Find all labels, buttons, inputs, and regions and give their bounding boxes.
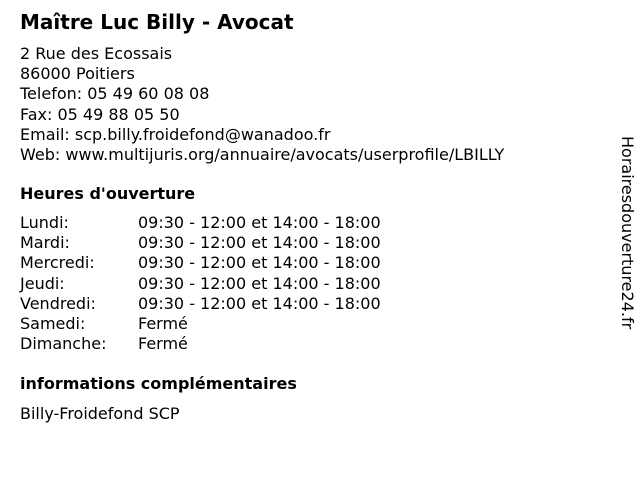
site-watermark: Horairesdouverture24.fr [618,136,637,330]
additional-info-heading: informations complémentaires [20,374,297,393]
opening-hours-heading: Heures d'ouverture [20,184,196,203]
address-city: 86000 Poitiers [20,64,135,84]
fax-number: Fax: 05 49 88 05 50 [20,104,180,124]
contact-block [20,44,504,165]
time-value: Fermé [138,334,188,354]
day-label: Jeudi: [20,273,65,293]
additional-info-text: Billy-Froidefond SCP [20,404,180,423]
time-value: 09:30 - 12:00 et 14:00 - 18:00 [138,293,381,313]
day-label: Samedi: [20,313,86,333]
day-label: Lundi: [20,213,69,232]
day-label: Dimanche: [20,334,107,354]
phone-number: Telefon: 05 49 60 08 08 [20,84,210,104]
day-label: Vendredi: [20,293,96,313]
time-value: 09:30 - 12:00 et 14:00 - 18:00 [138,253,381,273]
day-label: Mardi: [20,233,70,253]
time-value: 09:30 - 12:00 et 14:00 - 18:00 [138,213,381,232]
day-label: Mercredi: [20,253,95,273]
address-street: 2 Rue des Ecossais [20,44,173,63]
time-value: Fermé [138,313,188,333]
time-value: 09:30 - 12:00 et 14:00 - 18:00 [138,233,381,253]
website-url: Web: www.multijuris.org/annuaire/avocats/userprofile/LBILLY [20,144,505,164]
email-address: Email: scp.billy.froidefond@wanadoo.fr [20,124,331,144]
time-value: 09:30 - 12:00 et 14:00 - 18:00 [138,273,381,293]
business-title: Maître Luc Billy - Avocat [20,10,294,34]
